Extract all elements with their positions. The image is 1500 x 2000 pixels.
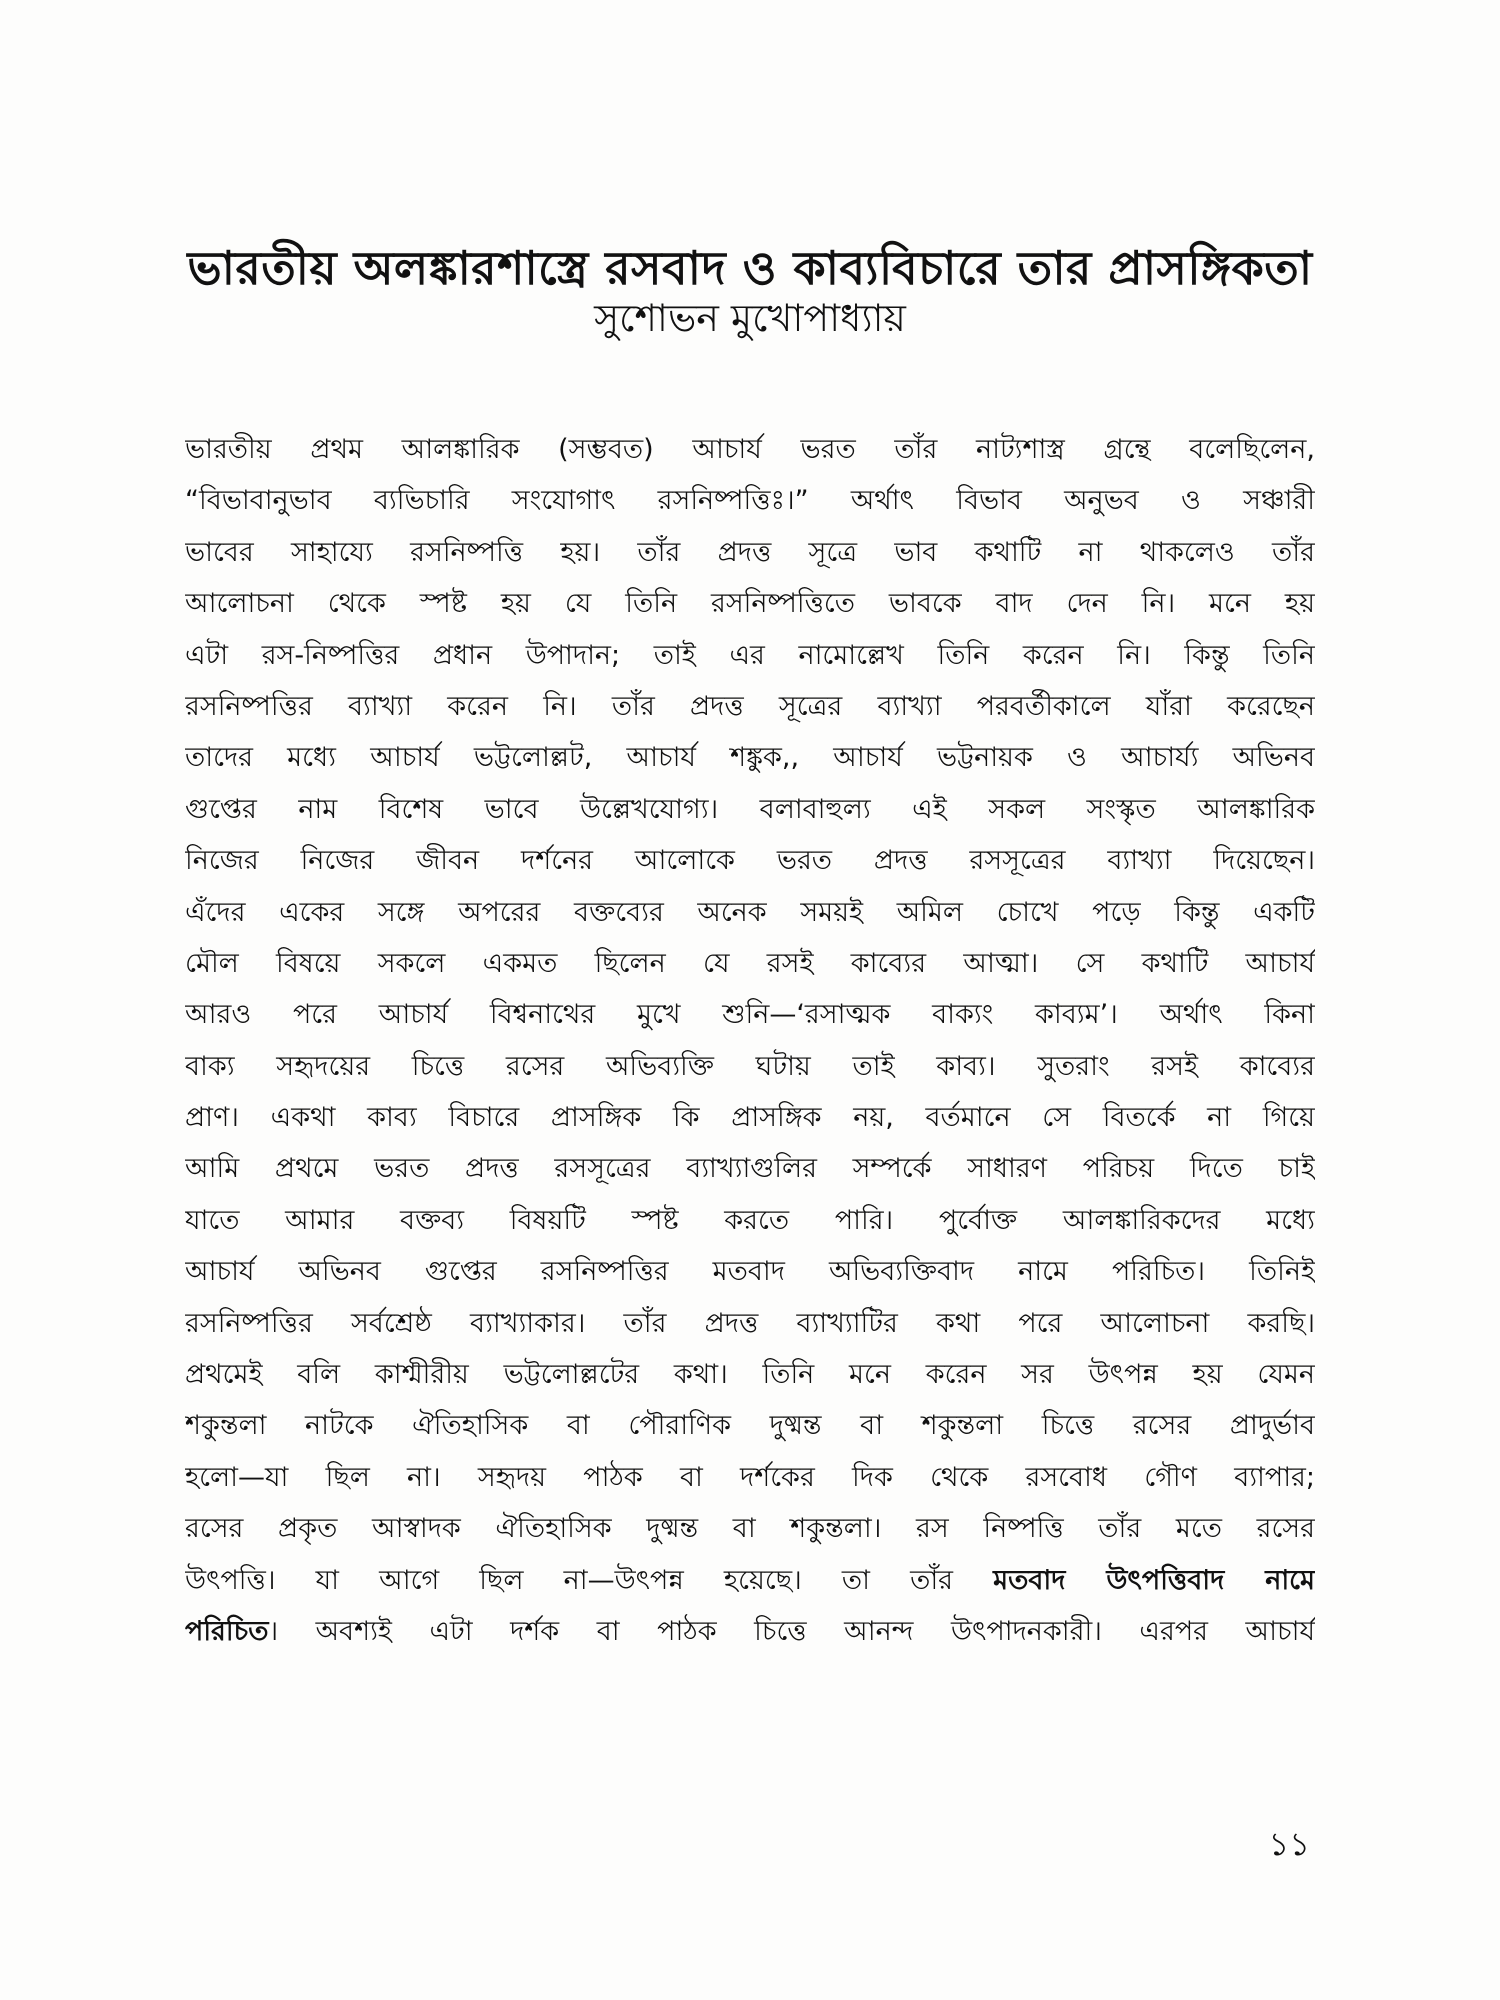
body-line-text: উৎপত্তি। যা আগে ছিল না—উৎপন্ন হয়েছে। তা তাঁর bbox=[185, 1564, 994, 1596]
body-line: ভাবের সাহায্যে রসনিষ্পত্তি হয়। তাঁর প্রদত্ত সূত্রে ভাব কথাটি না থাকলেও তাঁর bbox=[185, 536, 1315, 568]
body-paragraph bbox=[185, 424, 1315, 1657]
body-line: আলোচনা থেকে স্পষ্ট হয় যে তিনি রসনিষ্পত্তিতে ভাবকে বাদ দেন নি। মনে হয় bbox=[185, 588, 1315, 620]
body-line: রসের প্রকৃত আস্বাদক ঐতিহাসিক দুষ্মন্ত বা শকুন্তলা। রস নিষ্পত্তি তাঁর মতে রসের bbox=[185, 1513, 1315, 1545]
body-line: গুপ্তের নাম বিশেষ ভাবে উল্লেখযোগ্য। বলাবাহুল্য এই সকল সংস্কৃত আলঙ্কারিক bbox=[185, 793, 1315, 825]
body-line: রসনিষ্পত্তির সর্বশ্রেষ্ঠ ব্যাখ্যাকার। তাঁর প্রদত্ত ব্যাখ্যাটির কথা পরে আলোচনা করছি। bbox=[185, 1307, 1315, 1339]
body-line-mixed bbox=[185, 1606, 1315, 1657]
body-line: রসনিষ্পত্তির ব্যাখ্যা করেন নি। তাঁর প্রদত্ত সূত্রের ব্যাখ্যা পরবর্তীকালে যাঁরা করেছেন bbox=[185, 690, 1315, 722]
body-line: “বিভাবানুভাব ব্যভিচারি সংযোগাৎ রসনিষ্পত্তিঃ।” অর্থাৎ বিভাব অনুভব ও সঞ্চারী bbox=[185, 485, 1315, 517]
body-line: প্রথমেই বলি কাশ্মীরীয় ভট্টলোল্লটের কথা। তিনি মনে করেন সর উৎপন্ন হয় যেমন bbox=[185, 1359, 1315, 1391]
author-name: সুশোভন মুখোপাধ্যায় bbox=[594, 296, 906, 340]
emphasis-text: পরিচিত bbox=[185, 1615, 269, 1647]
body-line: নিজের নিজের জীবন দর্শনের আলোকে ভরত প্রদত্ত রসসূত্রের ব্যাখ্যা দিয়েছেন। bbox=[185, 845, 1315, 877]
body-line: এঁদের একের সঙ্গে অপরের বক্তব্যের অনেক সময়ই অমিল চোখে পড়ে কিন্তু একটি bbox=[185, 896, 1315, 928]
article-title: ভারতীয় অলঙ্কারশাস্ত্রে রসবাদ ও কাব্যবিচারে তার প্রাসঙ্গিকতা bbox=[187, 240, 1313, 295]
body-line: বাক্য সহৃদয়ের চিত্তে রসের অভিব্যক্তি ঘটায় তাই কাব্য। সুতরাং রসই কাব্যের bbox=[185, 1050, 1315, 1082]
body-line-text: । অবশ্যই এটা দর্শক বা পাঠক চিত্তে আনন্দ উৎপাদনকারী। এরপর আচার্য bbox=[268, 1615, 1315, 1647]
body-line: যাতে আমার বক্তব্য বিষয়টি স্পষ্ট করতে পারি। পুর্বোক্ত আলঙ্কারিকদের মধ্যে bbox=[185, 1204, 1315, 1236]
page-number: ১১ bbox=[1268, 1825, 1310, 1863]
body-line: প্রাণ। একথা কাব্য বিচারে প্রাসঙ্গিক কি প্রাসঙ্গিক নয়, বর্তমানে সে বিতর্কে না গিয়ে bbox=[185, 1102, 1315, 1134]
body-line: আচার্য অভিনব গুপ্তের রসনিষ্পত্তির মতবাদ অভিব্যক্তিবাদ নামে পরিচিত। তিনিই bbox=[185, 1256, 1315, 1288]
body-line: এটা রস-নিষ্পত্তির প্রধান উপাদান; তাই এর নামোল্লেখ তিনি করেন নি। কিন্তু তিনি bbox=[185, 639, 1315, 671]
body-line: হলো—যা ছিল না। সহৃদয় পাঠক বা দর্শকের দিক থেকে রসবোধ গৌণ ব্যাপার; bbox=[185, 1461, 1315, 1493]
emphasis-text: মতবাদ উৎপত্তিবাদ নামে bbox=[993, 1564, 1315, 1596]
body-line: আমি প্রথমে ভরত প্রদত্ত রসসূত্রের ব্যাখ্যাগুলির সম্পর্কে সাধারণ পরিচয় দিতে চাই bbox=[185, 1153, 1315, 1185]
body-line-mixed bbox=[185, 1555, 1315, 1606]
body-line: ভারতীয় প্রথম আলঙ্কারিক (সম্ভবত) আচার্য ভরত তাঁর নাট্যশাস্ত্র গ্রন্থে বলেছিলেন, bbox=[185, 434, 1315, 465]
body-line: শকুন্তলা নাটকে ঐতিহাসিক বা পৌরাণিক দুষ্মন্ত বা শকুন্তলা চিত্তে রসের প্রাদুর্ভাব bbox=[185, 1410, 1315, 1442]
body-line: তাদের মধ্যে আচার্য ভট্টলোল্লট, আচার্য শঙ্কুক,, আচার্য ভট্টনায়ক ও আচার্য্য অভিনব bbox=[185, 742, 1315, 774]
body-line: আরও পরে আচার্য বিশ্বনাথের মুখে শুনি—‘রসাত্মক বাক্যং কাব্যম’। অর্থাৎ কিনা bbox=[185, 999, 1315, 1031]
body-line: মৌল বিষয়ে সকলে একমত ছিলেন যে রসই কাব্যের আত্মা। সে কথাটি আচার্য bbox=[185, 947, 1315, 979]
